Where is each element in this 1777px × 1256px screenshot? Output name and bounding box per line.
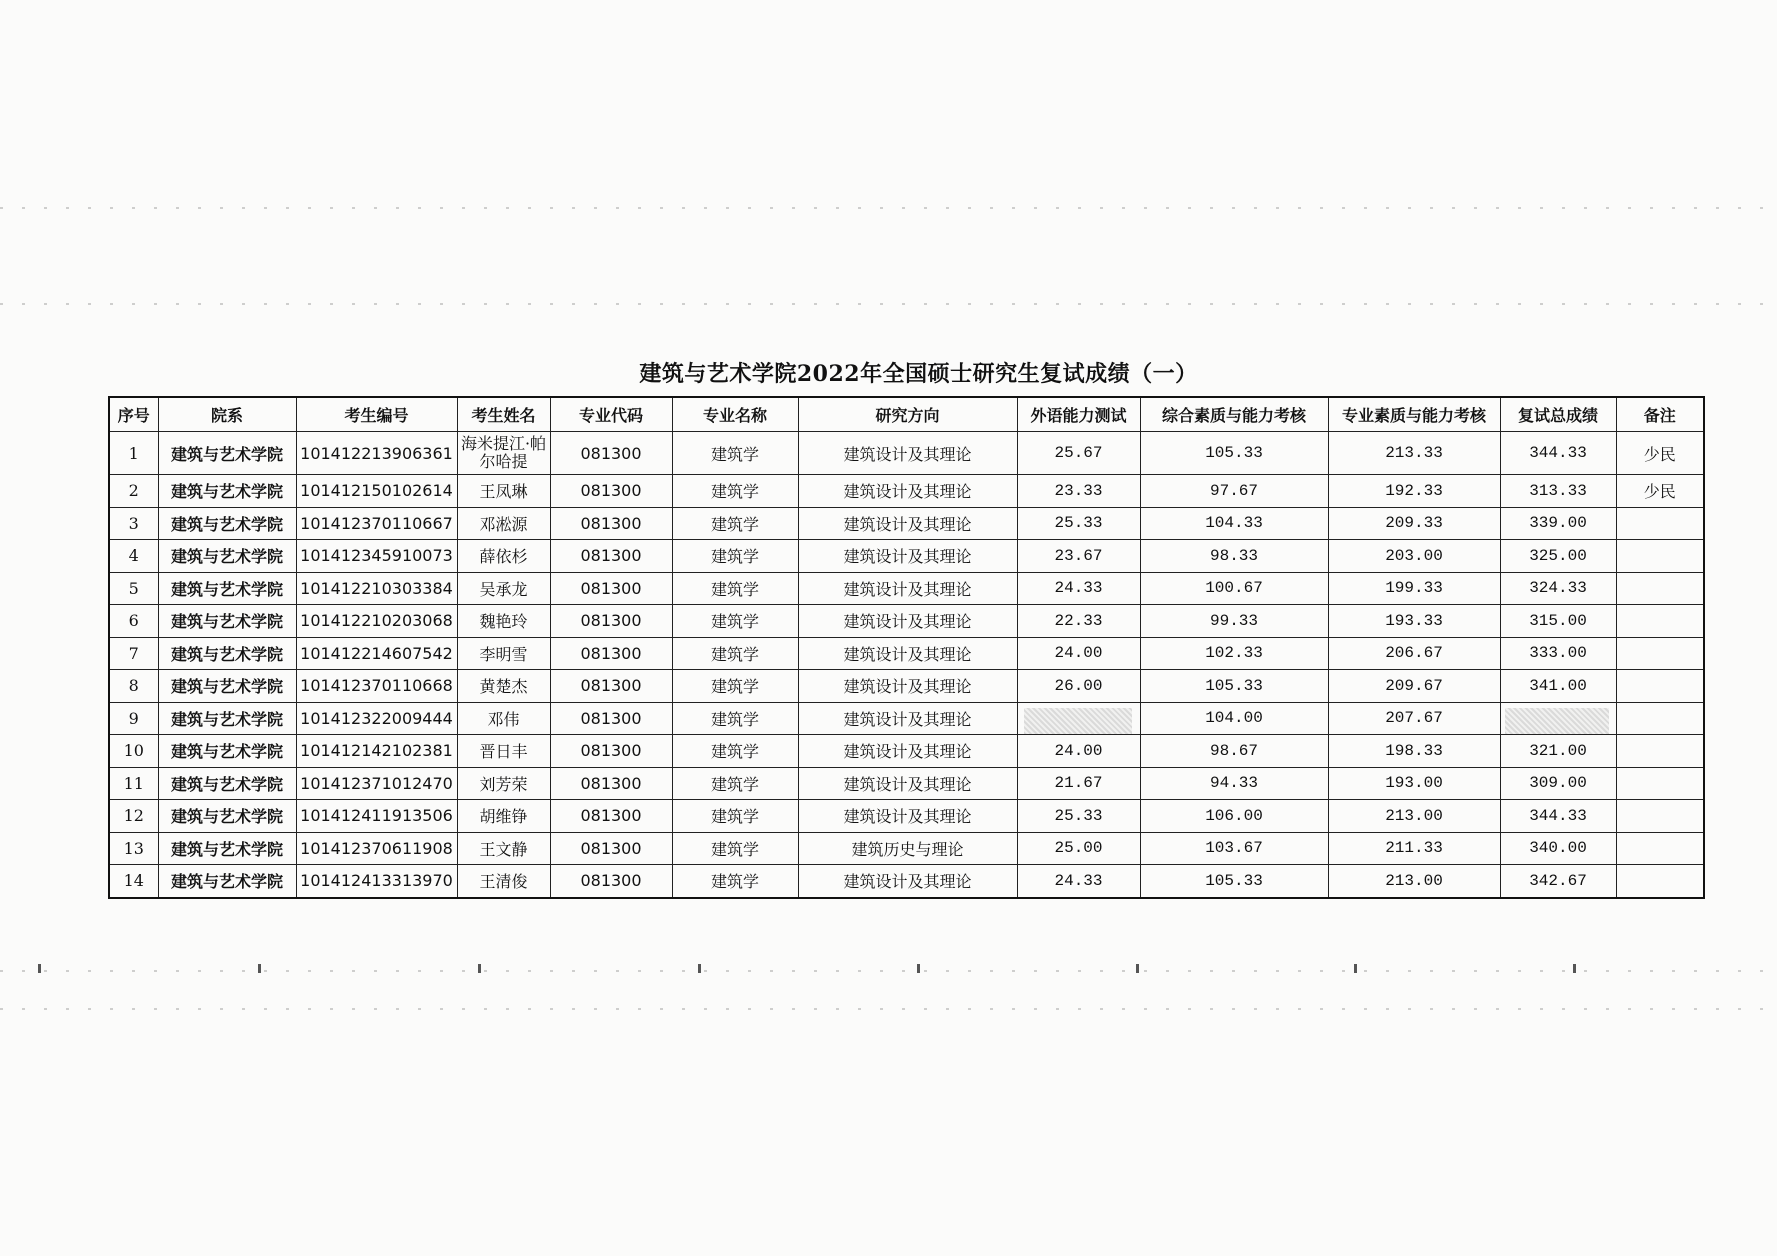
cell-total: 324.33	[1500, 572, 1616, 605]
cell-no: 14	[109, 865, 158, 898]
cell-comp: 102.33	[1140, 637, 1328, 670]
cell-direction: 建筑设计及其理论	[798, 800, 1017, 833]
table-row	[109, 475, 1704, 508]
cell-direction: 建筑设计及其理论	[798, 670, 1017, 703]
cell-id: 101412370611908	[296, 832, 457, 865]
scan-artifact-line	[0, 1008, 1777, 1010]
cell-comp: 105.33	[1140, 432, 1328, 475]
cell-prof: 193.00	[1328, 767, 1500, 800]
cell-prof: 199.33	[1328, 572, 1500, 605]
cell-prof: 207.67	[1328, 702, 1500, 735]
cell-name: 王清俊	[457, 865, 550, 898]
header-row	[109, 397, 1704, 432]
cell-major: 建筑学	[672, 702, 798, 735]
cell-major: 建筑学	[672, 432, 798, 475]
cell-major: 建筑学	[672, 475, 798, 508]
table-row	[109, 605, 1704, 638]
cell-code: 081300	[550, 800, 672, 833]
table-row	[109, 540, 1704, 573]
cell-id: 101412371012470	[296, 767, 457, 800]
header-col-total: 复试总成绩	[1500, 397, 1616, 432]
scan-speck	[258, 964, 261, 973]
cell-dept: 建筑与艺术学院	[158, 800, 296, 833]
cell-lang: 23.33	[1017, 475, 1140, 508]
cell-dept: 建筑与艺术学院	[158, 540, 296, 573]
cell-lang: 25.00	[1017, 832, 1140, 865]
cell-prof: 211.33	[1328, 832, 1500, 865]
cell-total: 325.00	[1500, 540, 1616, 573]
cell-dept: 建筑与艺术学院	[158, 832, 296, 865]
cell-lang: 24.33	[1017, 865, 1140, 898]
cell-no: 10	[109, 735, 158, 768]
cell-name: 李明雪	[457, 637, 550, 670]
cell-lang: 22.33	[1017, 605, 1140, 638]
table-row	[109, 800, 1704, 833]
cell-code: 081300	[550, 475, 672, 508]
header-col-prof: 专业素质与能力考核	[1328, 397, 1500, 432]
cell-id: 101412370110667	[296, 507, 457, 540]
cell-comp: 104.00	[1140, 702, 1328, 735]
cell-dept: 建筑与艺术学院	[158, 507, 296, 540]
cell-code: 081300	[550, 735, 672, 768]
cell-code: 081300	[550, 432, 672, 475]
cell-id: 101412210203068	[296, 605, 457, 638]
cell-note	[1616, 702, 1704, 735]
scan-smudge	[1024, 708, 1132, 734]
cell-note	[1616, 637, 1704, 670]
header-col-id: 考生编号	[296, 397, 457, 432]
cell-code: 081300	[550, 637, 672, 670]
cell-direction: 建筑设计及其理论	[798, 702, 1017, 735]
table-row	[109, 865, 1704, 898]
cell-comp: 97.67	[1140, 475, 1328, 508]
cell-comp: 106.00	[1140, 800, 1328, 833]
cell-note	[1616, 767, 1704, 800]
header-col-lang: 外语能力测试	[1017, 397, 1140, 432]
cell-total: 315.00	[1500, 605, 1616, 638]
cell-dept: 建筑与艺术学院	[158, 572, 296, 605]
scan-artifact-line	[0, 970, 1777, 972]
cell-total: 321.00	[1500, 735, 1616, 768]
cell-no: 9	[109, 702, 158, 735]
header-col-comp: 综合素质与能力考核	[1140, 397, 1328, 432]
cell-code: 081300	[550, 832, 672, 865]
cell-no: 6	[109, 605, 158, 638]
cell-total: 339.00	[1500, 507, 1616, 540]
cell-name: 吴承龙	[457, 572, 550, 605]
cell-name: 海米提江·帕尔哈提	[457, 432, 550, 475]
cell-name: 薛依杉	[457, 540, 550, 573]
table-body	[109, 432, 1704, 898]
cell-note	[1616, 605, 1704, 638]
table-row	[109, 572, 1704, 605]
scan-speck	[917, 964, 920, 973]
cell-direction: 建筑设计及其理论	[798, 572, 1017, 605]
cell-id: 101412150102614	[296, 475, 457, 508]
scan-artifact-line	[0, 207, 1777, 209]
scores-table	[108, 396, 1705, 899]
cell-comp: 103.67	[1140, 832, 1328, 865]
scan-speck	[1354, 964, 1357, 973]
scan-smudge	[1505, 708, 1609, 734]
table-row	[109, 702, 1704, 735]
cell-name: 邓淞源	[457, 507, 550, 540]
cell-direction: 建筑设计及其理论	[798, 507, 1017, 540]
cell-lang: 24.00	[1017, 735, 1140, 768]
cell-direction: 建筑设计及其理论	[798, 432, 1017, 475]
cell-note	[1616, 670, 1704, 703]
cell-comp: 100.67	[1140, 572, 1328, 605]
header-col-code: 专业代码	[550, 397, 672, 432]
scan-artifact-line	[0, 303, 1777, 305]
cell-direction: 建筑设计及其理论	[798, 605, 1017, 638]
header-col-no: 序号	[109, 397, 158, 432]
title-text: 建筑与艺术学院2022年全国硕士研究生复试成绩（一）	[639, 361, 1198, 387]
cell-id: 101412370110668	[296, 670, 457, 703]
cell-lang: 23.67	[1017, 540, 1140, 573]
cell-lang: 24.33	[1017, 572, 1140, 605]
cell-direction: 建筑设计及其理论	[798, 865, 1017, 898]
cell-no: 8	[109, 670, 158, 703]
cell-prof: 213.33	[1328, 432, 1500, 475]
cell-dept: 建筑与艺术学院	[158, 767, 296, 800]
cell-major: 建筑学	[672, 767, 798, 800]
cell-id: 101412322009444	[296, 702, 457, 735]
cell-lang: 25.33	[1017, 800, 1140, 833]
cell-direction: 建筑设计及其理论	[798, 475, 1017, 508]
cell-id: 101412411913506	[296, 800, 457, 833]
cell-note	[1616, 540, 1704, 573]
cell-code: 081300	[550, 572, 672, 605]
header-col-major: 专业名称	[672, 397, 798, 432]
cell-name: 刘芳荣	[457, 767, 550, 800]
cell-id: 101412214607542	[296, 637, 457, 670]
cell-no: 7	[109, 637, 158, 670]
cell-id: 101412413313970	[296, 865, 457, 898]
cell-comp: 94.33	[1140, 767, 1328, 800]
cell-prof: 213.00	[1328, 865, 1500, 898]
cell-dept: 建筑与艺术学院	[158, 475, 296, 508]
cell-direction: 建筑设计及其理论	[798, 637, 1017, 670]
cell-dept: 建筑与艺术学院	[158, 735, 296, 768]
cell-code: 081300	[550, 702, 672, 735]
page-title	[0, 357, 1777, 388]
cell-major: 建筑学	[672, 735, 798, 768]
table-row	[109, 637, 1704, 670]
cell-major: 建筑学	[672, 800, 798, 833]
cell-major: 建筑学	[672, 865, 798, 898]
cell-no: 2	[109, 475, 158, 508]
cell-id: 101412210303384	[296, 572, 457, 605]
cell-no: 5	[109, 572, 158, 605]
cell-total: 342.67	[1500, 865, 1616, 898]
cell-id: 101412213906361	[296, 432, 457, 475]
cell-code: 081300	[550, 540, 672, 573]
cell-code: 081300	[550, 507, 672, 540]
cell-prof: 206.67	[1328, 637, 1500, 670]
table-row	[109, 767, 1704, 800]
cell-dept: 建筑与艺术学院	[158, 432, 296, 475]
cell-total: 340.00	[1500, 832, 1616, 865]
table-row	[109, 507, 1704, 540]
cell-lang: 21.67	[1017, 767, 1140, 800]
cell-id: 101412345910073	[296, 540, 457, 573]
scan-speck	[1573, 964, 1576, 973]
cell-direction: 建筑设计及其理论	[798, 540, 1017, 573]
cell-total: 344.33	[1500, 800, 1616, 833]
cell-major: 建筑学	[672, 572, 798, 605]
cell-major: 建筑学	[672, 832, 798, 865]
cell-prof: 213.00	[1328, 800, 1500, 833]
cell-prof: 209.67	[1328, 670, 1500, 703]
cell-note	[1616, 865, 1704, 898]
cell-note	[1616, 507, 1704, 540]
cell-comp: 105.33	[1140, 865, 1328, 898]
cell-no: 4	[109, 540, 158, 573]
cell-comp: 104.33	[1140, 507, 1328, 540]
cell-code: 081300	[550, 670, 672, 703]
cell-no: 3	[109, 507, 158, 540]
cell-name: 魏艳玲	[457, 605, 550, 638]
cell-direction: 建筑设计及其理论	[798, 767, 1017, 800]
cell-note	[1616, 572, 1704, 605]
table-row	[109, 432, 1704, 475]
cell-major: 建筑学	[672, 637, 798, 670]
cell-code: 081300	[550, 767, 672, 800]
cell-dept: 建筑与艺术学院	[158, 702, 296, 735]
cell-id: 101412142102381	[296, 735, 457, 768]
cell-comp: 98.67	[1140, 735, 1328, 768]
cell-note	[1616, 735, 1704, 768]
cell-code: 081300	[550, 605, 672, 638]
cell-no: 1	[109, 432, 158, 475]
cell-lang: 25.67	[1017, 432, 1140, 475]
cell-major: 建筑学	[672, 605, 798, 638]
cell-major: 建筑学	[672, 507, 798, 540]
cell-comp: 99.33	[1140, 605, 1328, 638]
cell-total: 333.00	[1500, 637, 1616, 670]
cell-comp: 105.33	[1140, 670, 1328, 703]
scan-speck	[38, 964, 41, 973]
table-row	[109, 735, 1704, 768]
header-col-name: 考生姓名	[457, 397, 550, 432]
cell-no: 11	[109, 767, 158, 800]
cell-total: 341.00	[1500, 670, 1616, 703]
header-col-direction: 研究方向	[798, 397, 1017, 432]
cell-prof: 209.33	[1328, 507, 1500, 540]
table-row	[109, 832, 1704, 865]
cell-lang: 26.00	[1017, 670, 1140, 703]
cell-note: 少民	[1616, 475, 1704, 508]
cell-dept: 建筑与艺术学院	[158, 670, 296, 703]
cell-prof: 203.00	[1328, 540, 1500, 573]
cell-total: 309.00	[1500, 767, 1616, 800]
cell-comp: 98.33	[1140, 540, 1328, 573]
cell-name: 胡维铮	[457, 800, 550, 833]
cell-code: 081300	[550, 865, 672, 898]
cell-total: 313.33	[1500, 475, 1616, 508]
cell-lang: 24.00	[1017, 637, 1140, 670]
cell-name: 王凤琳	[457, 475, 550, 508]
cell-direction: 建筑历史与理论	[798, 832, 1017, 865]
cell-note	[1616, 832, 1704, 865]
cell-major: 建筑学	[672, 540, 798, 573]
cell-note: 少民	[1616, 432, 1704, 475]
cell-prof: 192.33	[1328, 475, 1500, 508]
cell-no: 12	[109, 800, 158, 833]
cell-name: 晋日丰	[457, 735, 550, 768]
cell-name: 黄楚杰	[457, 670, 550, 703]
cell-prof: 198.33	[1328, 735, 1500, 768]
cell-name: 邓伟	[457, 702, 550, 735]
cell-lang: 25.33	[1017, 507, 1140, 540]
cell-total: 344.33	[1500, 432, 1616, 475]
cell-dept: 建筑与艺术学院	[158, 605, 296, 638]
cell-major: 建筑学	[672, 670, 798, 703]
scan-speck	[478, 964, 481, 973]
cell-name: 王文静	[457, 832, 550, 865]
cell-prof: 193.33	[1328, 605, 1500, 638]
scan-speck	[698, 964, 701, 973]
cell-dept: 建筑与艺术学院	[158, 637, 296, 670]
cell-no: 13	[109, 832, 158, 865]
header-col-note: 备注	[1616, 397, 1704, 432]
scan-speck	[1136, 964, 1139, 973]
header-col-dept: 院系	[158, 397, 296, 432]
cell-note	[1616, 800, 1704, 833]
cell-direction: 建筑设计及其理论	[798, 735, 1017, 768]
table-row	[109, 670, 1704, 703]
cell-dept: 建筑与艺术学院	[158, 865, 296, 898]
